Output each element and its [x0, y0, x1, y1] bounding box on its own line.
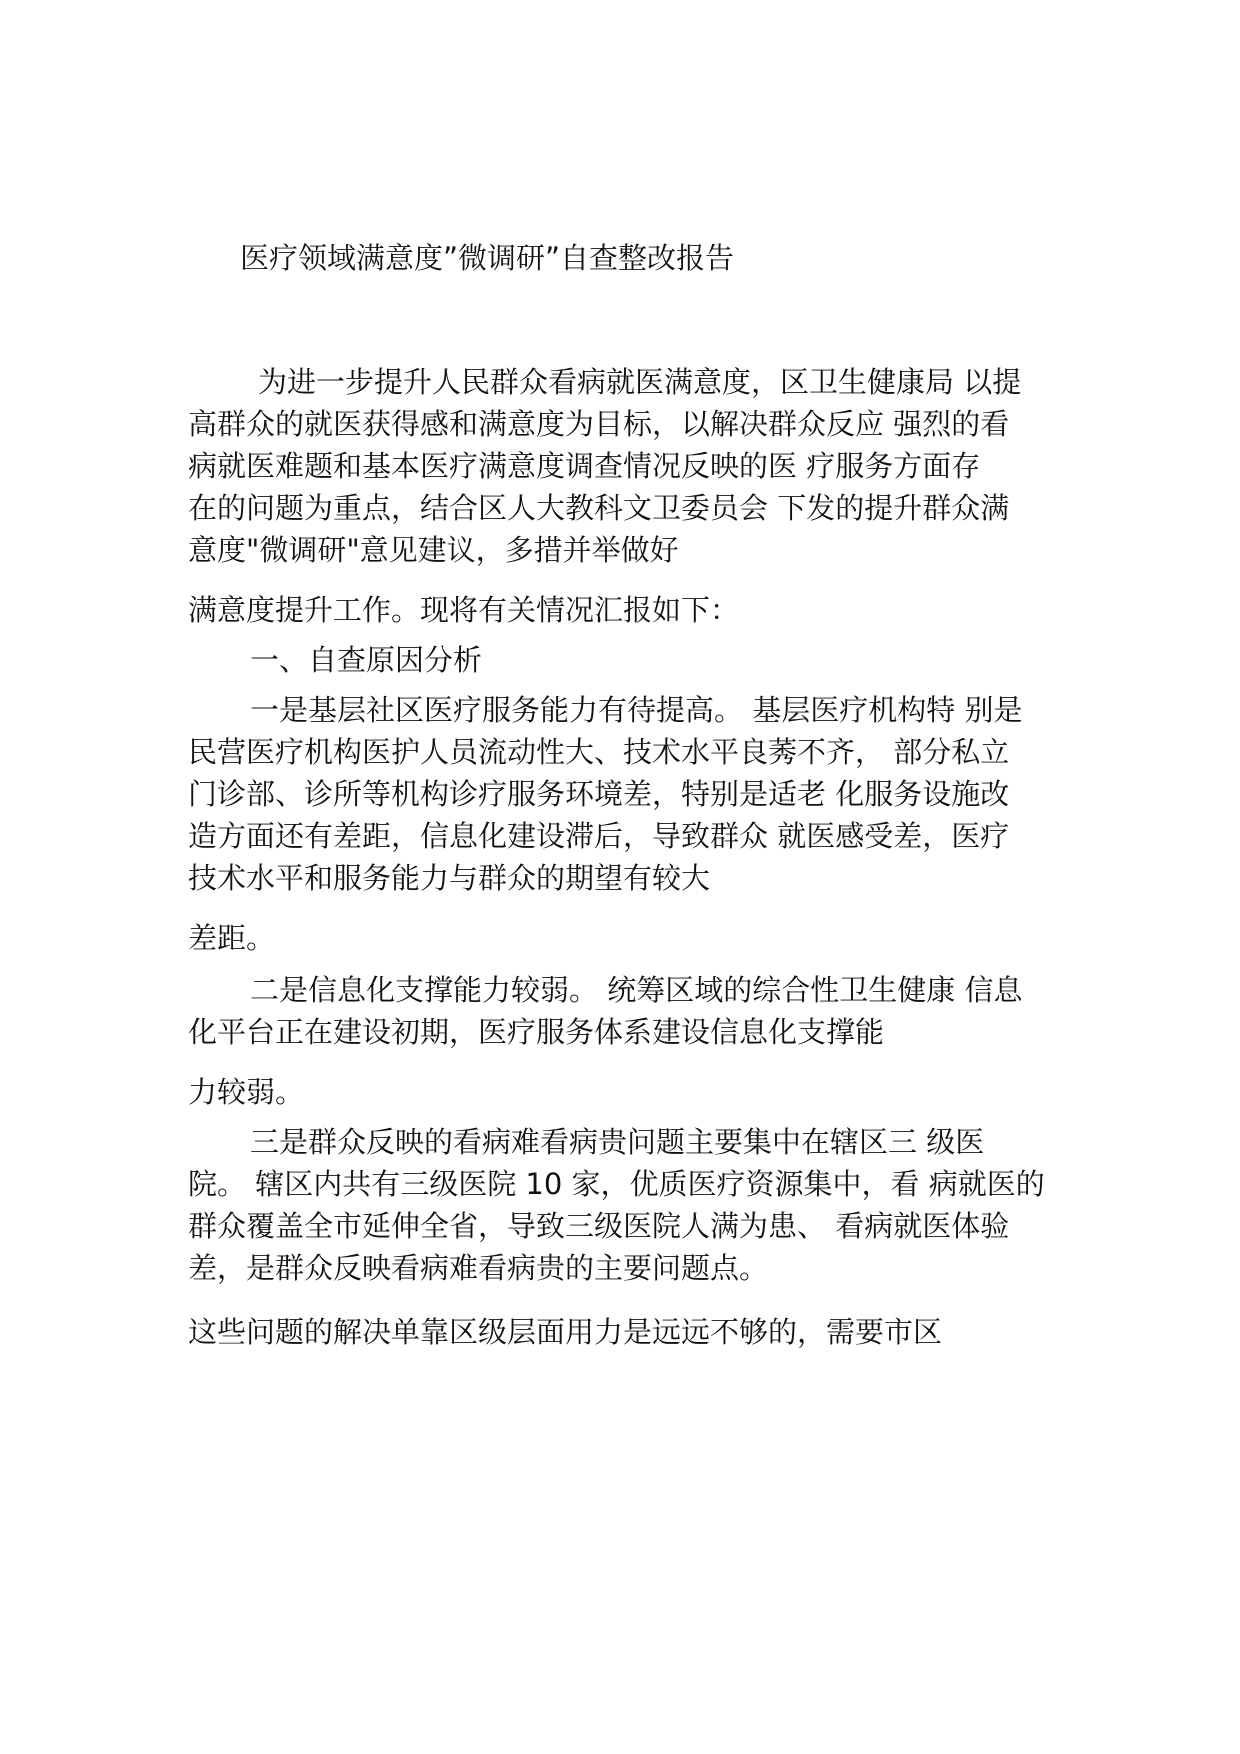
body-line: 为进一步提升人民群众看病就医满意度，区卫生健康局 以提	[258, 365, 1022, 399]
body-line: 病就医难题和基本医疗满意度调查情况反映的医 疗服务方面存	[188, 449, 981, 483]
body-line: 化平台正在建设初期，医疗服务体系建设信息化支撑能	[188, 1015, 885, 1049]
body-line: 力较弱。	[188, 1075, 305, 1109]
body-line: 民营医疗机构医护人员流动性大、技术水平良莠不齐， 部分私立	[188, 735, 1010, 769]
body-line: 技术水平和服务能力与群众的期望有较大	[188, 861, 711, 895]
body-line: 一是基层社区医疗服务能力有待提高。 基层医疗机构特 别是	[250, 693, 1023, 727]
body-line: 满意度提升工作。现将有关情况汇报如下：	[188, 593, 740, 627]
body-line: 差距。	[188, 921, 276, 955]
body-line: 在的问题为重点，结合区人大教科文卫委员会 下发的提升群众满	[188, 491, 1010, 525]
body-line: 门诊部、诊所等机构诊疗服务环境差，特别是适老 化服务设施改	[188, 777, 1010, 811]
body-line: 意度"微调研"意见建议，多措并举做好	[188, 533, 679, 567]
section-heading: 一、自查原因分析	[250, 643, 483, 677]
body-line: 这些问题的解决单靠区级层面用力是远远不够的，需要市区	[188, 1315, 943, 1349]
body-line: 造方面还有差距，信息化建设滞后，导致群众 就医感受差，医疗	[188, 819, 1010, 853]
body-line: 院。 辖区内共有三级医院 10 家，优质医疗资源集中，看 病就医的	[188, 1167, 1045, 1201]
body-line: 群众覆盖全市延伸全省，导致三级医院人满为患、 看病就医体验	[188, 1209, 1010, 1243]
body-line: 三是群众反映的看病难看病贵问题主要集中在辖区三 级医	[250, 1125, 985, 1159]
document-title: 医疗领域满意度”微调研”自查整改报告	[240, 241, 735, 275]
body-line: 二是信息化支撑能力较弱。 统筹区域的综合性卫生健康 信息	[250, 973, 1023, 1007]
body-line: 高群众的就医获得感和满意度为目标，以解决群众反应 强烈的看	[188, 407, 1010, 441]
body-line: 差，是群众反映看病难看病贵的主要问题点。	[188, 1251, 769, 1285]
